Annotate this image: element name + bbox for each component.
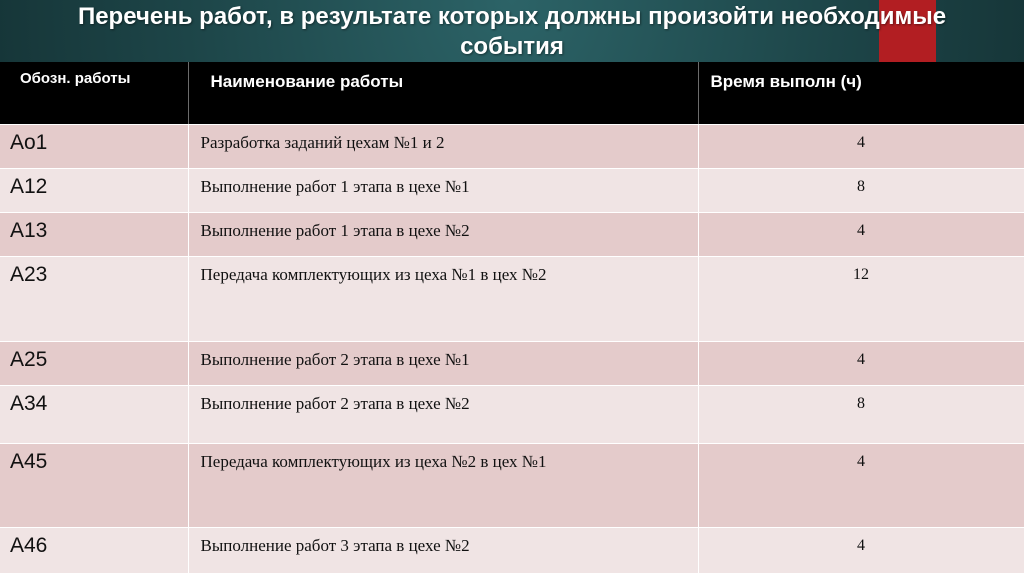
cell-time: 4 <box>698 212 1024 256</box>
works-table <box>0 62 1024 574</box>
table-header-row <box>0 62 1024 124</box>
slide-title-line1: Перечень работ, в результате которых должны произойти необходимые <box>77 3 947 30</box>
cell-time: 8 <box>698 385 1024 443</box>
cell-time: 4 <box>698 341 1024 385</box>
cell-name: Выполнение работ 2 этапа в цехе №2 <box>188 385 698 443</box>
table-row <box>0 385 1024 443</box>
cell-code: А25 <box>0 341 188 385</box>
cell-code: А34 <box>0 385 188 443</box>
table-row <box>0 341 1024 385</box>
cell-code: А13 <box>0 212 188 256</box>
cell-time: 4 <box>698 527 1024 573</box>
table-row <box>0 168 1024 212</box>
cell-time: 4 <box>698 443 1024 527</box>
cell-time: 4 <box>698 124 1024 168</box>
slide-title <box>0 2 1024 62</box>
cell-name: Выполнение работ 3 этапа в цехе №2 <box>188 527 698 573</box>
table-row <box>0 527 1024 573</box>
header-time: Время выполн (ч) <box>698 62 1024 124</box>
cell-name: Передача комплектующих из цеха №2 в цех №1 <box>188 443 698 527</box>
cell-code: А46 <box>0 527 188 573</box>
slide-title-line2: события <box>460 33 564 60</box>
table-row <box>0 124 1024 168</box>
cell-name: Передача комплектующих из цеха №1 в цех №2 <box>188 256 698 341</box>
cell-code: А12 <box>0 168 188 212</box>
cell-code: Ао1 <box>0 124 188 168</box>
table-row <box>0 256 1024 341</box>
table-row <box>0 443 1024 527</box>
table-row <box>0 212 1024 256</box>
header-code: Обозн. работы <box>0 62 188 124</box>
cell-code: А45 <box>0 443 188 527</box>
cell-time: 12 <box>698 256 1024 341</box>
cell-name: Выполнение работ 1 этапа в цехе №2 <box>188 212 698 256</box>
cell-code: А23 <box>0 256 188 341</box>
cell-name: Выполнение работ 1 этапа в цехе №1 <box>188 168 698 212</box>
cell-time: 8 <box>698 168 1024 212</box>
cell-name: Разработка заданий цехам №1 и 2 <box>188 124 698 168</box>
cell-name: Выполнение работ 2 этапа в цехе №1 <box>188 341 698 385</box>
header-name: Наименование работы <box>188 62 698 124</box>
